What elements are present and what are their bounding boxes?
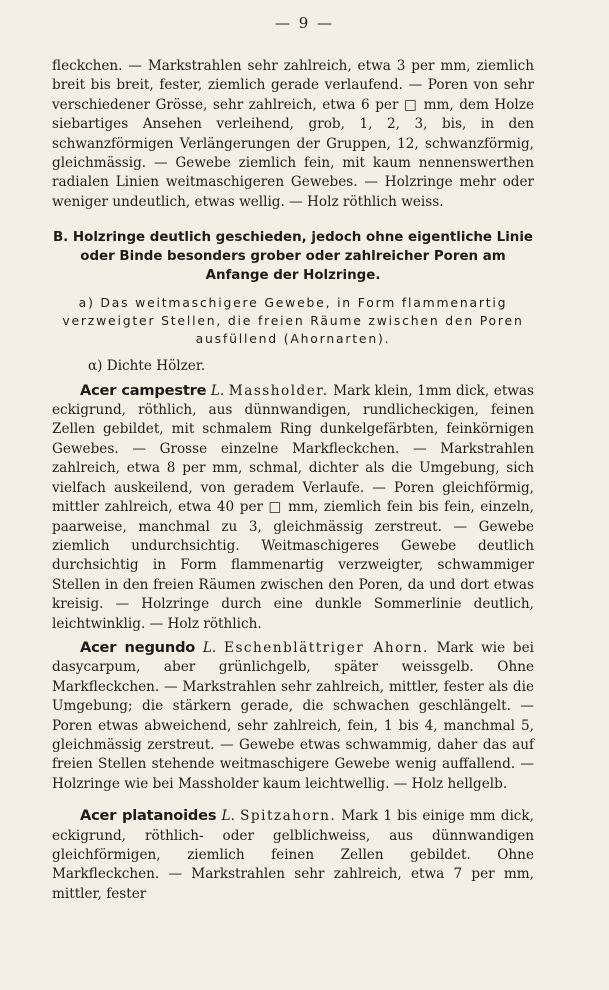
species-entry-acer-campestre bbox=[52, 381, 534, 634]
subsection-alpha: α) Dichte Hölzer. bbox=[88, 358, 206, 375]
species-author: L. bbox=[202, 639, 217, 656]
species-common-name: Eschenblättriger Ahorn. bbox=[224, 639, 429, 656]
intro-paragraph: fleckchen. — Markstrahlen sehr zahlreich, etwa 3 per mm, ziemlich breit bis breit, fester, ziemlich gerade verlaufend. — Poren von sehr verschiedener Grösse, sehr zahlreich, etwa 6 per □ mm, dem Holze siebartiges Ansehen verleihend, grob, 1, 2, 3, bis, in den schwanzförmigen Verlängerungen der Gruppen, 12, schwanzförmig, gleichmässig. — Gewebe ziemlich fein, mit kaum nennenswerthen radialen Linien weitmaschigeren Gewebes. — Holzringe mehr oder weniger undeutlich, etwas wellig. — Holz röthlich weiss. bbox=[52, 58, 534, 210]
page-number: — 9 — bbox=[274, 14, 335, 32]
species-description: Mark wie bei dasycarpum, aber grünlichgelb, später weissgelb. Ohne Markfleckchen. — Markstrahlen sehr zahlreich, mittler, fester als die Umgebung; die stärkern gerade, die schwachen geschlängelt. — Poren etwas abweichend, sehr zahlreich, fein, 1 bis 4, manchmal 5, gleichmässig zerstreut. — Gewebe etwas schwammig, daher das auf freien Stellen stehende weitmaschigere Gewebe wenig auffallend. — Holzringe wie bei Massholder kaum leichtwellig. — Holz hellgelb. bbox=[52, 639, 535, 792]
species-description: Mark 1 bis einige mm dick, eckigrund, röthlich- oder gelblichweiss, aus dünnwandigen gleichförmigen, ziemlich feinen Zellen gebildet. Ohne Markfleckchen. — Markstrahlen sehr zahlreich, etwa 7 per mm, mittler, fester bbox=[52, 808, 534, 902]
species-author: L. bbox=[221, 808, 235, 825]
species-name: Acer negundo bbox=[80, 638, 196, 656]
species-name: Acer platanoides bbox=[80, 807, 217, 825]
species-entry-acer-platanoides bbox=[52, 806, 534, 904]
species-common-name: Spitzahorn. bbox=[240, 808, 337, 825]
section-b-heading: B. Holzringe deutlich geschieden, jedoch ohne eigentliche Linie oder Binde besonders grober oder zahlreicher Poren am Anfange der Holzringe. bbox=[52, 230, 534, 284]
species-entry-acer-negundo bbox=[52, 638, 534, 794]
species-name: Acer campestre bbox=[80, 381, 207, 399]
species-description: Mark klein, 1mm dick, etwas eckigrund, röthlich, aus dünnwandigen, rundlicheckigen, feinen Zellen gebildet, mit schmalem Ring dunkelgefärbten, feinkörnigen Gewebes. — Grosse einzelne Markfleckchen. — Markstrahlen zahlreich, etwa 8 per mm, schmal, dichter als die Umgebung, sich vielfach auskeilend, von geradem Verlaufe. — Poren gleichförmig, mittler zahlreich, etwa 40 per □ mm, ziemlich fein bis fein, einzeln, paarweise, manchmal zu 3, gleichmässig zerstreut. — Gewebe ziemlich undurchsichtig. Weitmaschigeres Gewebe deutlich durchsichtig in Form flammenartig verzweigter, schwammiger Stellen in den freien Räumen zwischen den Poren, da und dort etwas kreisig. — Holzringe durch eine dunkle Sommerlinie deutlich, leichtwinklig. — Holz röthlich. bbox=[52, 382, 535, 632]
page-body bbox=[52, 57, 534, 904]
subsection-a: a) Das weitmaschigere Gewebe, in Form flammenartig verzweigter Stellen, die freien Räume zwischen den Poren ausfüllend (Ahornarten). bbox=[62, 295, 524, 347]
species-author: L. bbox=[210, 382, 225, 399]
species-common-name: Massholder. bbox=[228, 382, 329, 399]
